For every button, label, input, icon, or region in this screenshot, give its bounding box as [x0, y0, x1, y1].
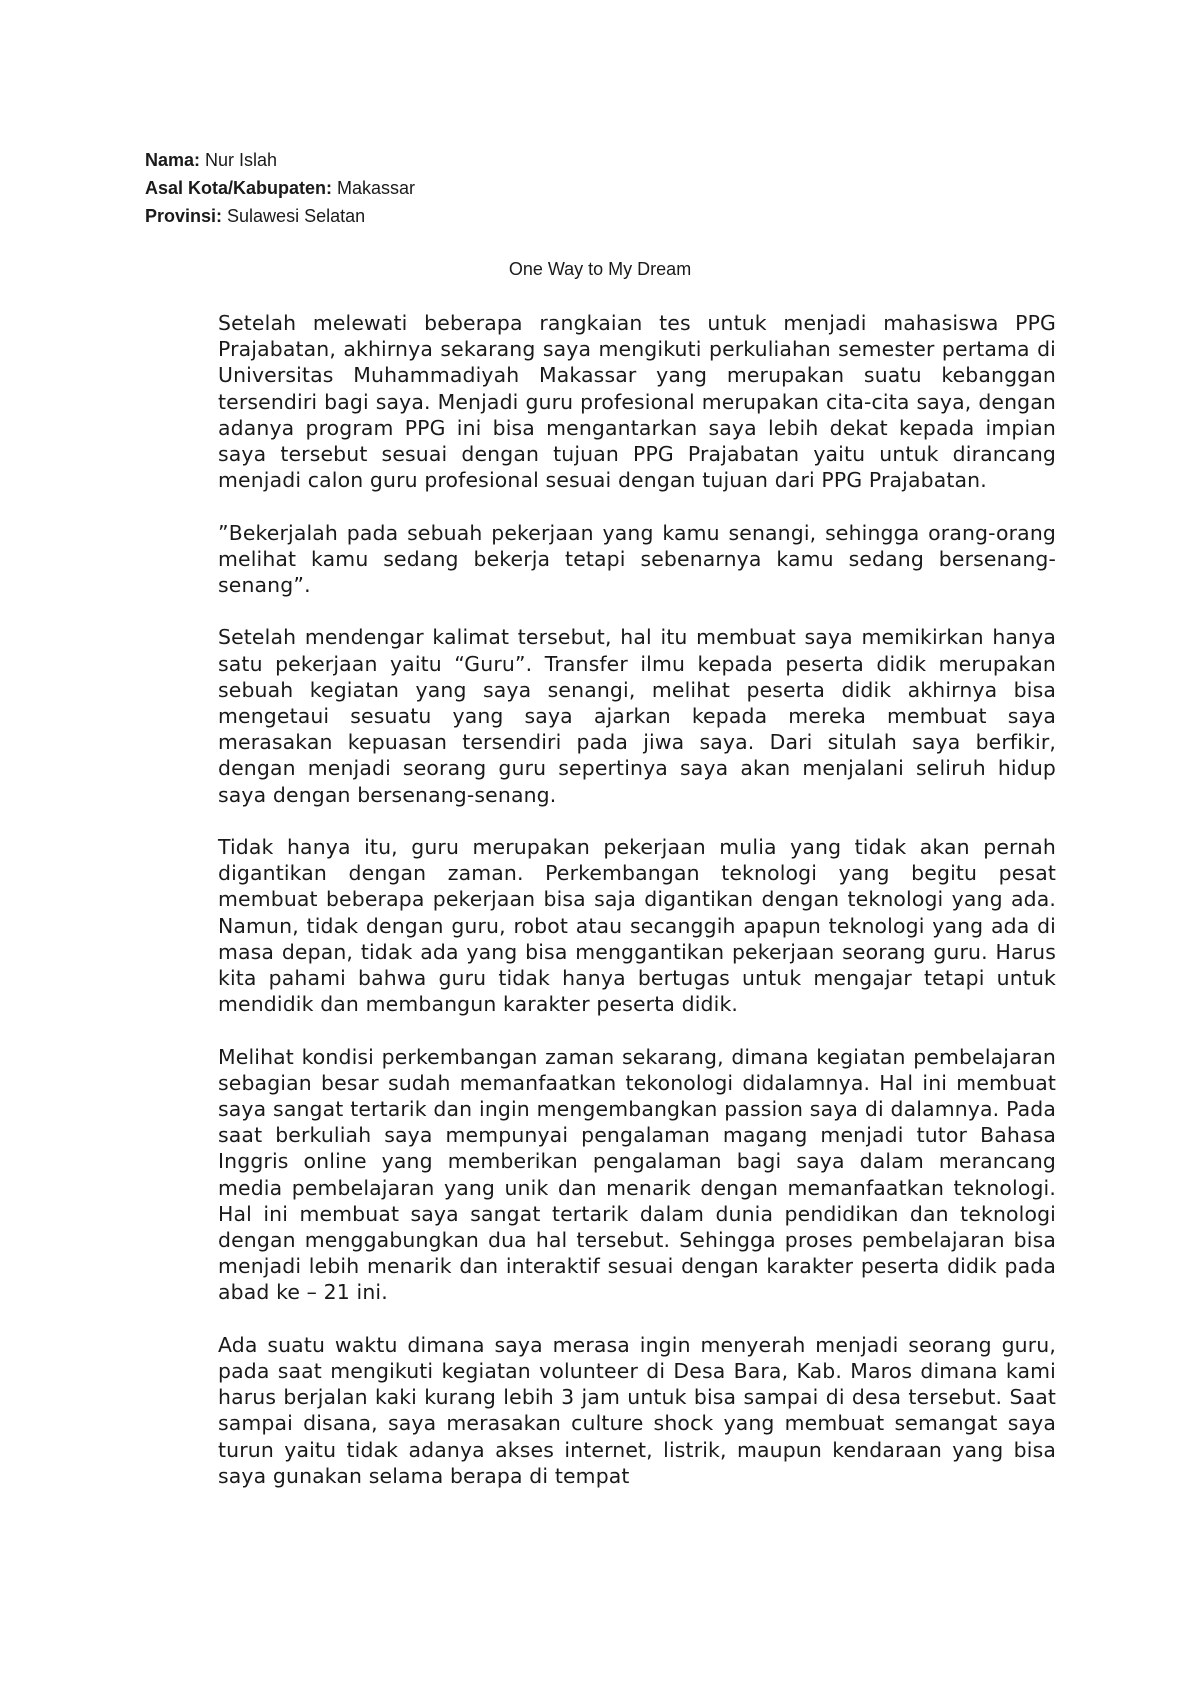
name-label: Nama:: [145, 150, 201, 170]
essay-title: One Way to My Dream: [508, 259, 692, 279]
city-line: [145, 174, 415, 202]
name-value: Nur Islah: [200, 150, 278, 170]
city-value: Makassar: [332, 178, 416, 198]
paragraph: Setelah melewati beberapa rangkaian tes untuk menjadi mahasiswa PPG Prajabatan, akhirnya sekarang saya mengikuti perkuliahan semester pertama di Universitas Muhammadiyah Makassar yang merupakan suatu kebanggan tersendiri bagi saya. Menjadi guru profesional merupakan cita-cita saya, dengan adanya program PPG ini bisa mengantarkan saya lebih dekat kepada impian saya tersebut sesuai dengan tujuan PPG Prajabatan yaitu untuk dirancang menjadi calon guru profesional sesuai dengan tujuan dari PPG Prajabatan.: [218, 311, 1056, 493]
paragraph: Melihat kondisi perkembangan zaman sekarang, dimana kegiatan pembelajaran sebagian besar sudah memanfaatkan tekonologi didalamnya. Hal ini membuat saya sangat tertarik dan ingin mengembangkan passion saya di dalamnya. Pada saat berkuliah saya mempunyai pengalaman magang menjadi tutor Bahasa Inggris online yang memberikan pengalaman bagi saya dalam merancang media pembelajaran yang unik dan menarik dengan memanfaatkan teknologi. Hal ini membuat saya sangat tertarik dalam dunia pendidikan dan teknologi dengan menggabungkan dua hal tersebut. Sehingga proses pembelajaran bisa menjadi lebih menarik dan interaktif sesuai dengan karakter peserta didik pada abad ke – 21 ini.: [218, 1044, 1056, 1305]
province-label: Provinsi:: [145, 206, 223, 226]
city-label: Asal Kota/Kabupaten:: [145, 178, 333, 198]
author-info: [145, 146, 415, 230]
essay-body: [218, 310, 1056, 1515]
paragraph: Setelah mendengar kalimat tersebut, hal itu membuat saya memikirkan hanya satu pekerjaan yaitu “Guru”. Transfer ilmu kepada peserta didik merupakan sebuah kegiatan yang saya senangi, melihat peserta didik akhirnya bisa mengetaui sesuatu yang saya ajarkan kepada mereka membuat saya merasakan kepuasan tersendiri pada jiwa saya. Dari situlah saya berfikir, dengan menjadi seorang guru sepertinya saya akan menjalani seliruh hidup saya dengan bersenang-senang.: [218, 625, 1056, 807]
paragraph: Ada suatu waktu dimana saya merasa ingin menyerah menjadi seorang guru, pada saat mengikuti kegiatan volunteer di Desa Bara, Kab. Maros dimana kami harus berjalan kaki kurang lebih 3 jam untuk bisa sampai di desa tersebut. Saat sampai disana, saya merasakan culture shock yang membuat semangat saya turun yaitu tidak adanya akses internet, listrik, maupun kendaraan yang bisa saya gunakan selama berapa di tempat: [218, 1332, 1056, 1488]
paragraph: Tidak hanya itu, guru merupakan pekerjaan mulia yang tidak akan pernah digantikan dengan zaman. Perkembangan teknologi yang begitu pesat membuat beberapa pekerjaan bisa saja digantikan dengan teknologi yang ada. Namun, tidak dengan guru, robot atau secanggih apapun teknologi yang ada di masa depan, tidak ada yang bisa menggantikan pekerjaan seorang guru. Harus kita pahami bahwa guru tidak hanya bertugas untuk mengajar tetapi untuk mendidik dan membangun karakter peserta didik.: [218, 835, 1056, 1017]
province-line: [145, 202, 415, 230]
province-value: Sulawesi Selatan: [222, 206, 366, 226]
quote-paragraph: ”Bekerjalah pada sebuah pekerjaan yang kamu senangi, sehingga orang-orang melihat kamu sedang bekerja tetapi sebenarnya kamu sedang bersenang-senang”.: [218, 520, 1056, 598]
name-line: [145, 146, 415, 174]
